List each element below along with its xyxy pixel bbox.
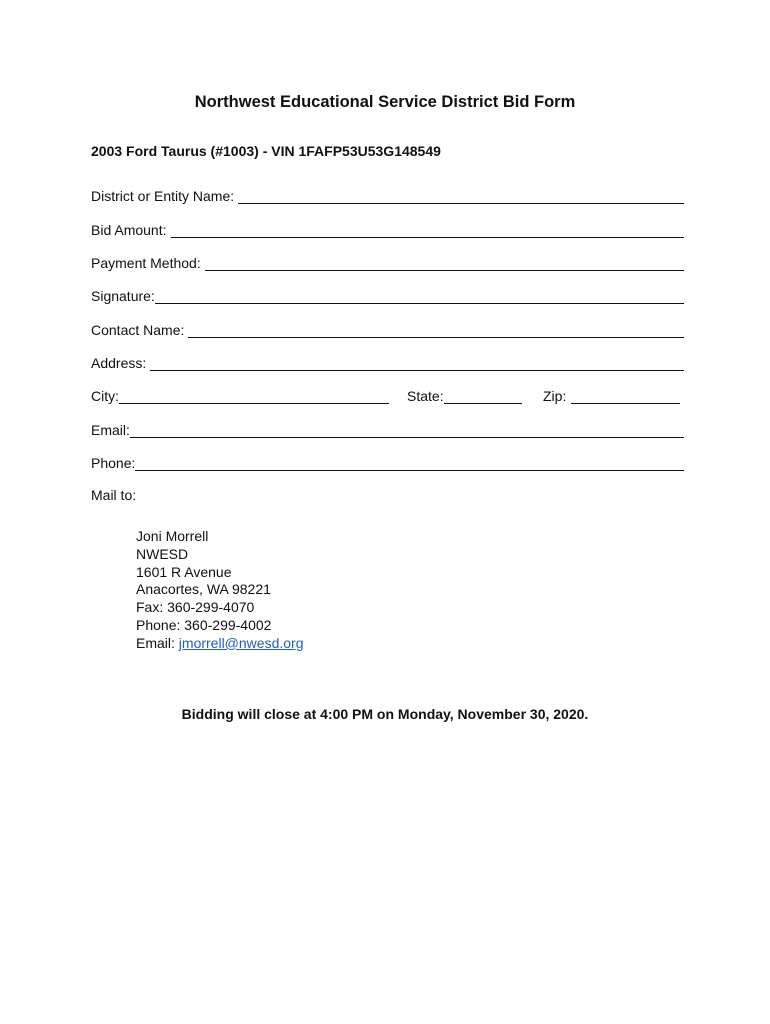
phone-input-line[interactable]: [135, 455, 684, 471]
phone-label: Phone:: [91, 455, 136, 471]
recipient-email-link[interactable]: jmorrell@nwesd.org: [178, 634, 304, 651]
form-title: Northwest Educational Service District Bid Form: [194, 93, 576, 111]
address-label: Address:: [91, 355, 147, 371]
address-field: [91, 353, 684, 371]
payment-method-field: [91, 253, 684, 271]
mailing-address: [136, 528, 304, 653]
payment-method-input-line[interactable]: [205, 255, 684, 271]
bid-amount-field: [91, 220, 684, 238]
recipient-street: 1601 R Avenue: [136, 563, 232, 580]
city-input-line[interactable]: [119, 388, 389, 404]
bid-amount-label: Bid Amount:: [91, 222, 167, 238]
signature-field: [91, 286, 684, 304]
vehicle-heading: 2003 Ford Taurus (#1003) - VIN 1FAFP53U53G148549: [91, 143, 441, 159]
phone-field: [91, 453, 684, 471]
email-field: [91, 420, 684, 438]
signature-label: Signature:: [91, 288, 155, 304]
district-field: [91, 186, 684, 204]
closing-notice: Bidding will close at 4:00 PM on Monday, November 30, 2020.: [181, 706, 589, 722]
recipient-phone: Phone: 360-299-4002: [136, 616, 272, 633]
state-field: [407, 386, 522, 404]
recipient-fax: Fax: 360-299-4070: [136, 599, 255, 616]
recipient-email-label: Email:: [136, 634, 179, 651]
contact-name-field: [91, 320, 684, 338]
recipient-city-state-zip: Anacortes, WA 98221: [136, 581, 271, 598]
city-state-zip-row: [91, 386, 684, 404]
payment-method-label: Payment Method:: [91, 255, 201, 271]
district-input-line[interactable]: [238, 188, 684, 204]
district-label: District or Entity Name:: [91, 188, 235, 204]
bid-amount-input-line[interactable]: [171, 222, 685, 238]
city-field: [91, 386, 389, 404]
zip-input-line[interactable]: [571, 388, 680, 404]
contact-name-label: Contact Name:: [91, 322, 185, 338]
zip-label: Zip:: [543, 388, 567, 404]
contact-name-input-line[interactable]: [188, 322, 684, 338]
city-label: City:: [91, 388, 119, 404]
recipient-email-line: [136, 635, 304, 653]
state-label: State:: [407, 388, 444, 404]
recipient-org: NWESD: [136, 545, 189, 562]
zip-field: [543, 386, 680, 404]
state-input-line[interactable]: [444, 388, 522, 404]
signature-input-line[interactable]: [155, 288, 684, 304]
mail-to-label: Mail to:: [91, 487, 137, 503]
email-label: Email:: [91, 422, 130, 438]
email-input-line[interactable]: [130, 422, 684, 438]
recipient-name: Joni Morrell: [136, 528, 209, 544]
address-input-line[interactable]: [150, 355, 684, 371]
